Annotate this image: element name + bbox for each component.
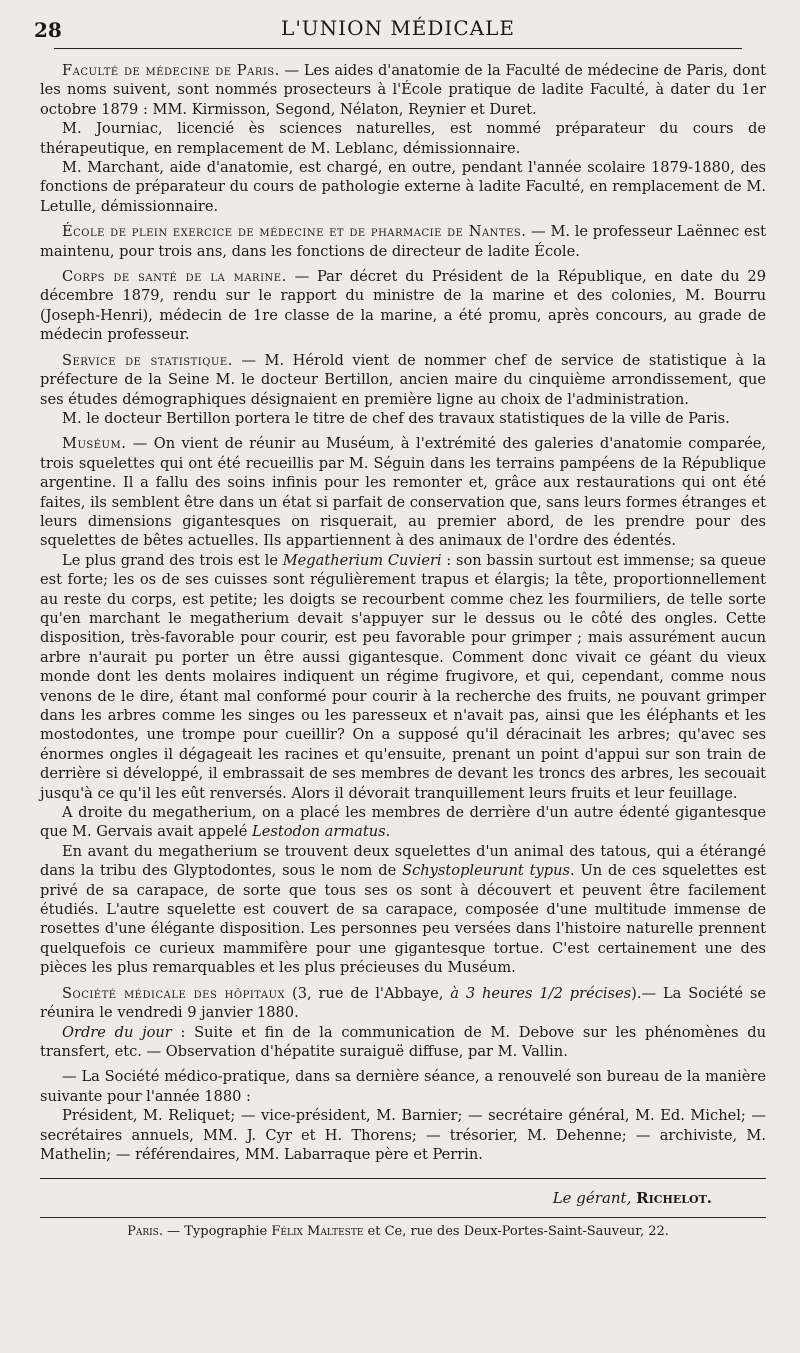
paragraph-journiac <box>40 119 766 158</box>
paragraph-bertillon <box>40 409 766 428</box>
paragraph-glyptodontes <box>40 842 766 978</box>
species-name: Schystopleurunt typus <box>402 862 570 880</box>
paragraph-text: M. Journiac, licencié ès sciences naturelles, est nommé préparateur du cours de thérapeutique, en remplacement de M. Leblanc, démissionnaire. <box>40 120 766 157</box>
paragraph-text: Le plus grand des trois est le <box>62 551 283 569</box>
paragraph-text: — La Société médico-pratique, dans sa dernière séance, a renouvelé son bureau de la manière suivante pour l'année 1880 : <box>40 1068 766 1105</box>
paragraph-bureau <box>40 1106 766 1164</box>
imprint-printer: Félix Malteste <box>271 1224 364 1240</box>
paragraph-text: — On vient de réunir au Muséum, à l'extrémité des galeries d'anatomie comparée, trois squelettes qui ont été recueillis par M. Séguin dans les terrains pampéens de la République argentine. Il a fallu des soins infinis pour les remonter et, grâce aux restaurations qui ont été faites, ils semblent être dans un état si parfait de conservation que, sans leurs formes étranges et leurs dimensions gigantesques on risquerait, au premier abord, de les prendre pour des squelettes de bêtes actuelles. Ils appartiennent à des animaux de l'ordre des édentés. <box>40 435 766 550</box>
paragraph-megatherium <box>40 551 766 803</box>
paragraph-text: : Suite et fin de la communication de M. Debove sur les phénomènes du transfert, etc. — Observation d'hépatite suraiguë diffuse, par M. Vallin. <box>40 1023 766 1060</box>
paragraph-text: — M. Hérold vient de nommer chef de service de statistique à la préfecture de la Seine M. le docteur Bertillon, ancien maire du cinquième arrondissement, que ses études démographiques désignaient en première ligne au choix de l'administration. <box>40 351 767 408</box>
species-name: Megatherium Cuvieri <box>282 551 442 569</box>
paragraph-text: Président, M. Reliquet; — vice-président, M. Barnier; — secrétaire général, M. Ed. Michel; — secrétaires annuels, MM. J. Cyr et H. Thorens; — trésorier, M. Dehenne; — archiviste, M. Mathelin; — référendaires, MM. Labarraque père et Perrin. <box>40 1107 766 1163</box>
paragraph-lestodon <box>40 803 766 842</box>
paragraph-marchant <box>40 158 766 216</box>
meeting-time: à 3 heures 1/2 précises <box>450 984 632 1002</box>
running-title: L'UNION MÉDICALE <box>281 16 515 40</box>
section-lead-corps: Corps de santé de la marine. <box>62 268 287 286</box>
section-lead-statistique: Service de statistique. <box>62 351 233 369</box>
paragraph-societe-hopitaux <box>40 984 766 1023</box>
imprint-divider <box>40 1217 766 1218</box>
paragraph-text: — Par décret du Président de la République, en date du 29 décembre 1879, rendu sur le rapport du ministre de la marine et des colonies, M. Bourru (Joseph-Henri), médecin de 1re classe de la marine, a été promu, après concours, au grade de médecin professeur. <box>40 268 766 344</box>
paragraph-text: (3, rue de l'Abbaye, <box>285 984 451 1002</box>
paragraph-text: ).— La Société se réunira le vendredi 9 janvier 1880. <box>40 984 766 1022</box>
paragraph-text: — M. le professeur Laënnec est maintenu, pour trois ans, dans les fonctions de directeur de ladite École. <box>40 223 767 260</box>
paragraph-text: M. le docteur Bertillon portera le titre de chef des travaux statistiques de la ville de Paris. <box>62 409 730 427</box>
imprint-text: — Typographie <box>162 1224 272 1240</box>
agenda-label: Ordre du jour <box>62 1023 172 1041</box>
paragraph-ecole-nantes <box>40 222 766 261</box>
paragraph-text: . <box>385 823 391 841</box>
paragraph-faculte <box>40 61 766 119</box>
section-lead-museum: Muséum. <box>62 435 127 453</box>
species-name: Lestodon armatus <box>252 823 386 841</box>
article-body <box>40 61 766 1164</box>
imprint-place: Paris. <box>127 1224 163 1240</box>
signature-label: Le gérant, <box>552 1189 632 1208</box>
footer-divider <box>40 1178 766 1179</box>
paragraph-text: — Les aides d'anatomie de la Faculté de médecine de Paris, dont les noms suivent, sont nommés prosecteurs à l'École pratique de ladite Faculté, à dater du 1er octobre 1879 : MM. Kirmisson, Segond, Nélaton, Reynier et Duret. <box>40 62 766 118</box>
imprint-text: et Ce, rue des Deux-Portes-Saint-Sauveur, 22. <box>363 1224 669 1240</box>
paragraph-text: En avant du megatherium se trouvent deux squelettes d'un animal des tatous, qui a étérangé dans la tribu des Glyptodontes, sous le nom de <box>40 842 766 880</box>
paragraph-text: : son bassin surtout est immense; sa queue est forte; les os de ses cuisses sont régulièrement trapus et élargis; la tête, proportionnellement au reste du corps, est petite; les doigts se recourbent comme chez les fourmiliers, de telle sorte qu'en marchant le megatherium devait s'appuyer sur le dessus ou le côté des ongles. Cette disposition, très-favorable pour courir, est peu favorable pour grimper ; mais assurément aucun arbre n'aurait pu porter un être aussi gigantesque. Comment donc vivait ce géant du vieux monde dont les dents molaires indiquent un régime frugivore, et qui, cependant, comme nous venons de le dire, étant mal conformé pour courir à la recherche des fruits, ne pouvant grimper dans les arbres comme les singes ou les paresseux et n'avait pas, ainsi que les éléphants et les mostodontes, une trompe pour cueillir? On a supposé qu'il déracinait les arbres; qu'avec ses énormes ongles il dégageait les racines et qu'ensuite, prenant un point d'appui sur son train de derrière si développé, il embrassait de ses membres de devant les troncs des arbres, les secouait jusqu'à ce qu'il les eût renversés. Alors il dévorait tranquillement leurs fruits et leur feuillage. <box>40 551 766 802</box>
signature-name: Richelot. <box>636 1189 712 1208</box>
section-lead-societe: Société médicale des hôpitaux <box>62 984 286 1002</box>
paragraph-corps-sante <box>40 267 766 345</box>
page-number: 28 <box>34 18 62 42</box>
paragraph-medico-pratique <box>40 1067 766 1106</box>
section-lead-faculte: Faculté de médecine de Paris. <box>62 62 280 79</box>
paragraph-museum <box>40 434 766 550</box>
printer-imprint <box>54 1224 742 1239</box>
page-header <box>34 14 742 49</box>
paragraph-ordre-du-jour <box>40 1023 766 1062</box>
paragraph-text: . Un de ces squelettes est privé de sa carapace, de sorte que tous ses os sont à découvert et peuvent être facilement étudiés. L'autre squelette est couvert de sa carapace, composée d'une multitude immense de rosettes d'une élégante disposition. Les personnes peu versées dans l'histoire naturelle prennent quelquefois ce curieux mammifère pour une gigantesque tortue. C'est certainement une des pièces les plus remarquables et les plus précieuses du Muséum. <box>40 862 766 977</box>
paragraph-text: M. Marchant, aide d'anatomie, est chargé, en outre, pendant l'année scolaire 1879-1880, des fonctions de préparateur du cours de pathologie externe à ladite Faculté, en remplacement de M. Letulle, démissionnaire. <box>40 159 766 215</box>
signature <box>54 1189 712 1207</box>
paragraph-text: A droite du megatherium, on a placé les membres de derrière d'un autre édenté gigantesque que M. Gervais avait appelé <box>40 804 766 841</box>
section-lead-ecole: École de plein exercice de médecine et de pharmacie de Nantes. <box>62 223 527 241</box>
paragraph-statistique <box>40 351 766 409</box>
